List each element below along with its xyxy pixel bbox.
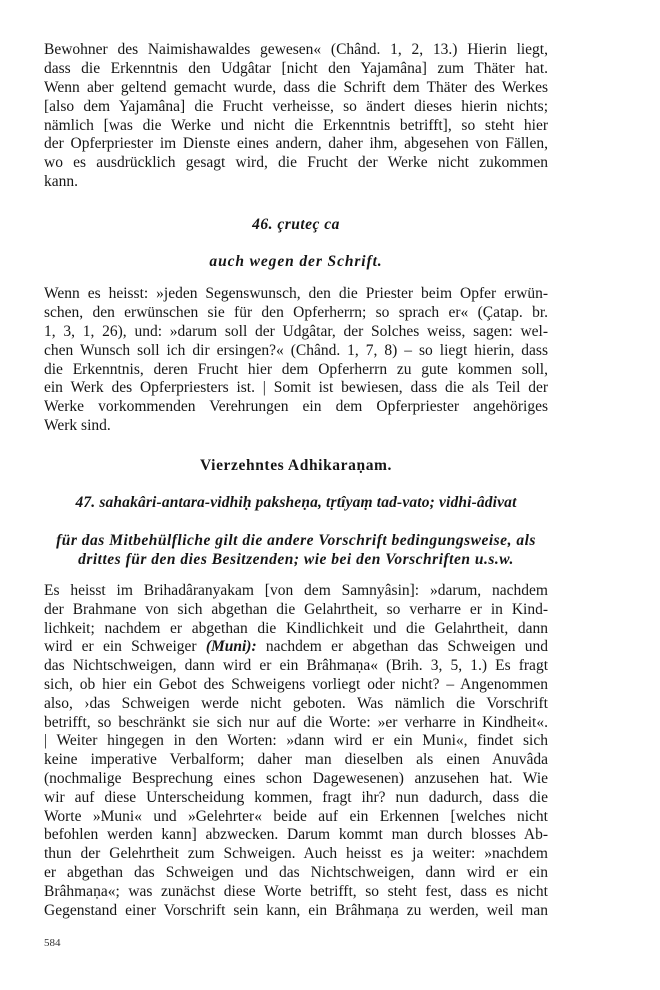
text-line: Werke vorkommenden Verehrungen ein dem Opferpriester angehöriges	[44, 398, 548, 416]
text-line: Gegenstand einer Vorschrift sein kann, ein Brâhmaṇa zu werden, weil man	[44, 901, 548, 919]
text-line: also, ›das Schweigen werde nicht geboten. Was nämlich die Vorschrift	[44, 694, 548, 712]
page-number: 584	[44, 937, 61, 949]
text-line: der Opferpriester im Dienste eines andern, daher ihm, abgesehen von Fällen,	[44, 135, 548, 153]
text-line: Wenn aber geltend gemacht wurde, dass die Schrift dem Thäter des Werkes	[44, 78, 548, 96]
sutra-translation-47	[44, 532, 548, 569]
sutra-heading-47: 47. sahakâri-antara-vidhiḥ paksheṇa, tṛtîyaṃ tad-vato; vidhi-âdivat	[75, 494, 517, 511]
text-line: ein Werk des Opferpriesters ist. | Somit ist bewiesen, dass die als Teil der	[44, 379, 548, 397]
text-segment: nachdem er abgethan das Schweigen und	[256, 638, 548, 656]
sutra-translation-line: für das Mitbehülfliche gilt die andere Vorschrift bedingungsweise, als	[56, 532, 536, 549]
text-line: Worte »Muni« und »Gelehrter« beide auf ein Erkennen [welches nicht	[44, 807, 548, 825]
text-line: Wenn es heisst: »jeden Segenswunsch, den die Priester beim Opfer erwün-	[44, 285, 548, 302]
text-line: keine imperative Verbalform; daher man dieselben als einen Anuvâda	[44, 751, 548, 769]
text-line: nämlich [was die Werke und nicht die Erkenntnis betrifft], so steht hier	[44, 116, 548, 134]
text-line: 1, 3, 1, 26), und: »darum soll der Udgâtar, der Solches weiss, sagen: wel-	[44, 322, 548, 340]
text-line: (nochmalige Besprechung eines schon Dagewesenen) anzusehen hat. Wie	[44, 769, 548, 787]
text-line: er abgethan das Schweigen und das Nichtschweigen, dann wird er ein	[44, 863, 548, 881]
paragraph-2	[44, 285, 548, 436]
text-line: [also dem Yajamâna] die Frucht verheisse, so ändert dieses hierin nichts;	[44, 97, 548, 115]
text-line: Brâhmaṇa«; was zunächst diese Worte betrifft, so steht fest, dass es nicht	[44, 882, 548, 900]
text-line: sich, ob hier ein Gebot des Schweigens vorliegt oder nicht? – Angenommen	[44, 675, 548, 693]
text-line: | Weiter hingegen in den Worten: »dann wird er ein Muni«, findet sich	[44, 732, 548, 750]
text-line: thun der Gelehrtheit zum Schweigen. Auch heisst es ja weiter: »nachdem	[44, 845, 548, 863]
sutra-heading-46: 46. çruteç ca	[252, 216, 340, 233]
text-line: Werk sind.	[44, 417, 111, 435]
text-line: dass die Erkenntnis den Udgâtar [nicht den Yajamâna] zum Thäter hat.	[44, 59, 548, 77]
text-line: der Brahmane von sich abgethan die Gelahrtheit, so verharre er in Kind-	[44, 600, 548, 618]
text-line: Es heisst im Brihadâranyakam [von dem Samnyâsin]: »darum, nachdem	[44, 582, 548, 599]
paragraph-3	[44, 582, 548, 920]
text-line: kann.	[44, 173, 79, 191]
text-segment: wird er ein Schweiger	[44, 638, 206, 656]
text-line: Bewohner des Naimishawaldes gewesen« (Chând. 1, 2, 13.) Hierin liegt,	[44, 41, 548, 58]
text-line: befohlen werden kann] abzwecken. Darum kommt man durch blosses Ab-	[44, 826, 548, 844]
sutra-translation-46: auch wegen der Schrift.	[209, 253, 383, 270]
text-line: lichkeit; nachdem er abgethan die Kindlichkeit und die Gelahrtheit, dann	[44, 619, 548, 637]
text-line: das Nichtschweigen, dann wird er ein Brâhmaṇa« (Brih. 3, 5, 1.) Es fragt	[44, 657, 548, 675]
text-line: chen Wunsch soll ich dir ersingen?« (Chând. 1, 7, 8) – so liegt hierin, dass	[44, 341, 548, 359]
sutra-translation-line: drittes für den dies Besitzenden; wie bei den Vorschriften u.s.w.	[78, 550, 514, 568]
text-line: betrifft, so beschränkt sie sich nur auf die Worte: »er verharre in Kindheit«.	[44, 713, 548, 731]
text-line: wo es ausdrücklich gesagt wird, die Frucht der Werke nicht zukommen	[44, 154, 548, 172]
text-line	[44, 638, 548, 657]
text-line: wir auf diese Unterscheidung kommen, fragt ihr? nun dadurch, dass die	[44, 788, 548, 806]
section-heading: Vierzehntes Adhikaraṇam.	[199, 457, 393, 474]
emphasis-muni: (Muni):	[205, 638, 257, 656]
text-line: schen, den erwünschen sie für den Opferherrn; so sprach er« (Çatap. br.	[44, 303, 548, 321]
text-line: die Erkenntnis, deren Frucht hier dem Opferherrn zu gute kommen soll,	[44, 360, 548, 378]
paragraph-1	[44, 41, 548, 192]
